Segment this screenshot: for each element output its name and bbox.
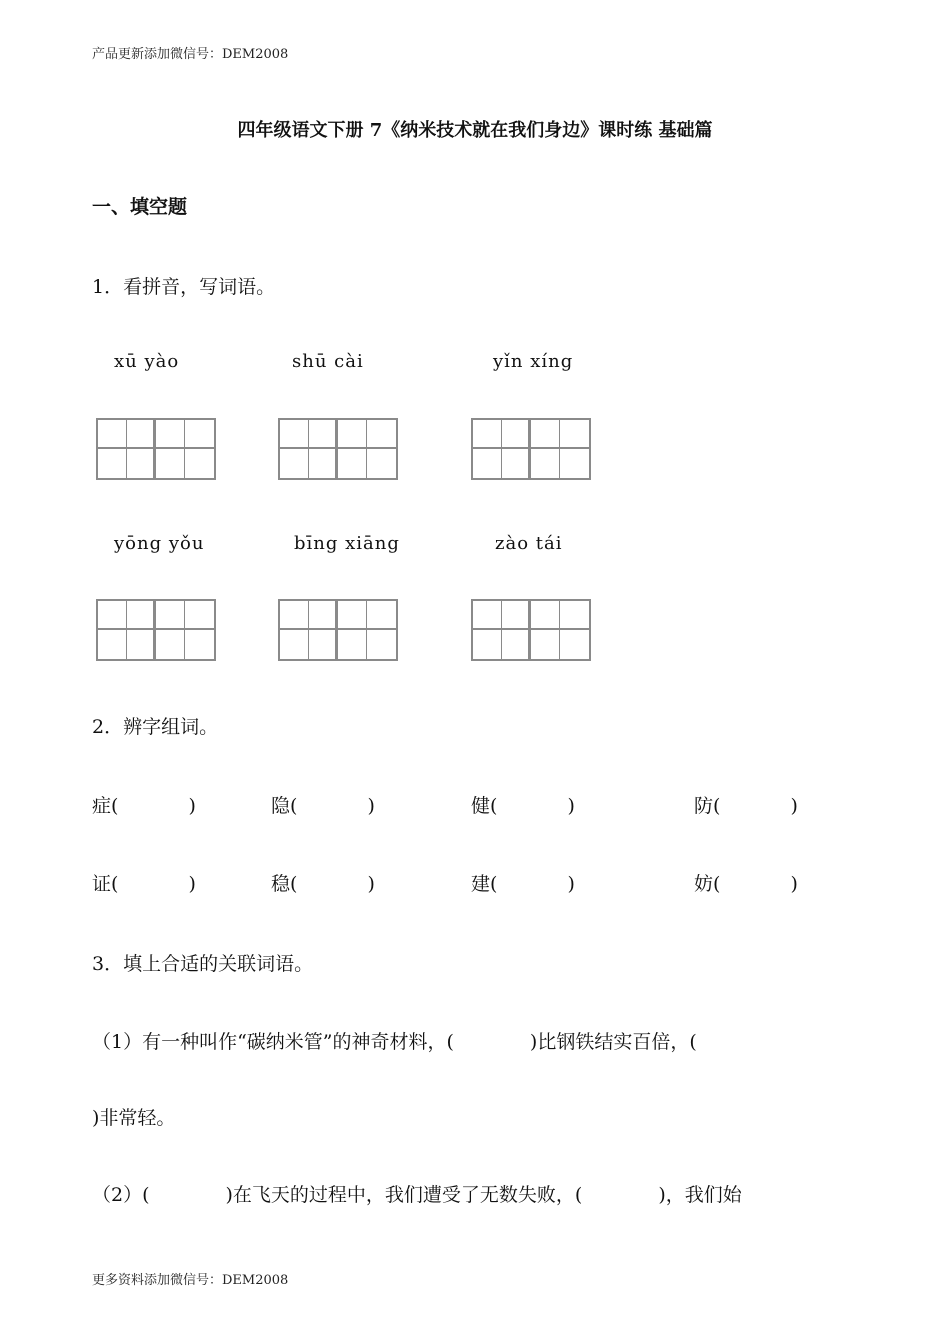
footer-note: 更多资料添加微信号：DEM2008 <box>92 1273 289 1288</box>
character: 证 <box>92 873 112 895</box>
word-blank[interactable]: 妨( ) <box>694 869 798 896</box>
writing-grid[interactable] <box>471 418 591 480</box>
section-heading: 一、填空题 <box>92 196 188 218</box>
pinyin-label: zào tái <box>495 533 563 554</box>
word-blank[interactable]: 隐( ) <box>271 791 375 818</box>
character: 健 <box>471 795 491 817</box>
question-2-prompt: 2．辨字组词。 <box>92 716 219 738</box>
question-1-prompt: 1．看拼音，写词语。 <box>92 276 276 298</box>
question-3-item-1: （1）有一种叫作“碳纳米管”的神奇材料，( )比钢铁结实百倍，( <box>92 1031 697 1053</box>
word-blank[interactable]: 症( ) <box>92 791 196 818</box>
writing-grid[interactable] <box>278 599 398 661</box>
question-3-item-1-continued: )非常轻。 <box>92 1107 176 1129</box>
character: 妨 <box>694 873 714 895</box>
question-3-prompt: 3．填上合适的关联词语。 <box>92 953 314 975</box>
writing-grid[interactable] <box>96 599 216 661</box>
pinyin-label: xū yào <box>114 351 180 372</box>
pinyin-label: yōng yǒu <box>114 533 205 554</box>
character: 隐 <box>271 795 291 817</box>
header-note: 产品更新添加微信号：DEM2008 <box>92 47 289 62</box>
page-title: 四年级语文下册 7《纳米技术就在我们身边》课时练 基础篇 <box>237 120 713 141</box>
word-blank[interactable]: 健( ) <box>471 791 575 818</box>
word-blank[interactable]: 证( ) <box>92 869 196 896</box>
pinyin-label: shū cài <box>292 351 364 372</box>
word-blank[interactable]: 建( ) <box>471 869 575 896</box>
character: 症 <box>92 795 112 817</box>
writing-grid[interactable] <box>471 599 591 661</box>
writing-grid[interactable] <box>96 418 216 480</box>
character: 稳 <box>271 873 291 895</box>
pinyin-label: yǐn xíng <box>493 351 574 372</box>
word-blank[interactable]: 防( ) <box>694 791 798 818</box>
question-3-item-2: （2）( )在飞天的过程中，我们遭受了无数失败，( )，我们始 <box>92 1184 742 1206</box>
writing-grid[interactable] <box>278 418 398 480</box>
character: 建 <box>471 873 491 895</box>
pinyin-label: bīng xiāng <box>294 533 400 554</box>
word-blank[interactable]: 稳( ) <box>271 869 375 896</box>
character: 防 <box>694 795 714 817</box>
